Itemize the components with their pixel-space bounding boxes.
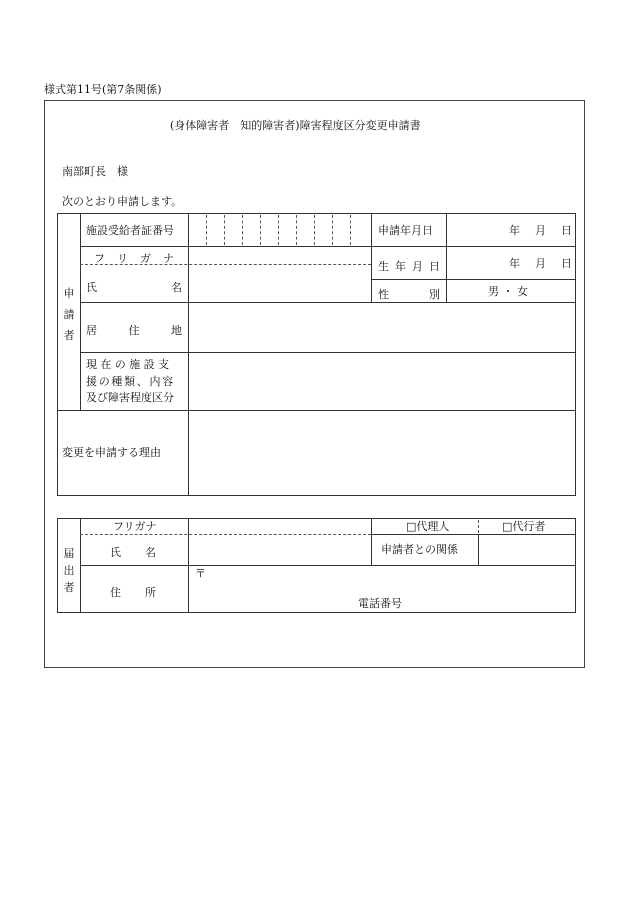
proxy-checkbox[interactable]: □代行者 (502, 520, 546, 533)
reason-label: 変更を申請する理由 (62, 446, 161, 459)
submitter-address-field[interactable] (190, 567, 574, 611)
birth-date-label: 生 年 月 日 (378, 260, 440, 273)
submitter-name-field[interactable] (190, 536, 370, 564)
apply-date-month-unit: 月 (535, 224, 546, 237)
intro-text: 次のとおり申請します。 (62, 195, 183, 208)
submitter-name-label: 氏 名 (110, 546, 156, 559)
sex-label: 性 別 (378, 288, 440, 301)
addressee: 南部町長 様 (62, 165, 128, 178)
applicant-section-label: 申 請 者 (63, 287, 75, 342)
birth-date-year-unit: 年 (509, 257, 520, 270)
form-title: (身体障害者 知的障害者)障害程度区分変更申請書 (170, 119, 421, 132)
applicant-name-field[interactable] (190, 266, 370, 301)
birth-date-day-unit: 日 (561, 257, 572, 270)
applicant-address-field[interactable] (190, 304, 574, 351)
submitter-furigana-label: フリガナ (113, 520, 157, 533)
postal-mark: 〒 (195, 567, 206, 580)
apply-date-label: 申請年月日 (378, 224, 433, 237)
phone-label: 電話番号 (358, 597, 402, 610)
form-number: 様式第11号(第7条関係) (44, 83, 162, 96)
applicant-address-label: 居 住 地 (86, 324, 182, 337)
apply-date-day-unit: 日 (561, 224, 572, 237)
apply-date-year-unit: 年 (509, 224, 520, 237)
applicant-name-label: 氏 名 (86, 281, 182, 294)
relation-field[interactable] (480, 536, 574, 564)
agent-checkbox[interactable]: □代理人 (406, 520, 450, 533)
support-label-line2: 援の種類、内容 (86, 375, 175, 388)
relation-label: 申請者との関係 (381, 543, 458, 556)
applicant-furigana-label: フ リ ガ ナ (94, 252, 174, 265)
sex-options[interactable]: 男 ・ 女 (488, 285, 528, 298)
support-label-line3: 及び障害程度区分 (86, 391, 174, 404)
support-details-field[interactable] (190, 354, 574, 409)
cert-number-label: 施設受給者証番号 (86, 224, 174, 237)
birth-date-month-unit: 月 (535, 257, 546, 270)
reason-field[interactable] (190, 412, 574, 494)
submitter-address-label: 住 所 (110, 586, 156, 599)
support-label-line1: 現在の施設支 (86, 358, 173, 371)
submitter-section-label: 届 出 者 (63, 547, 75, 594)
